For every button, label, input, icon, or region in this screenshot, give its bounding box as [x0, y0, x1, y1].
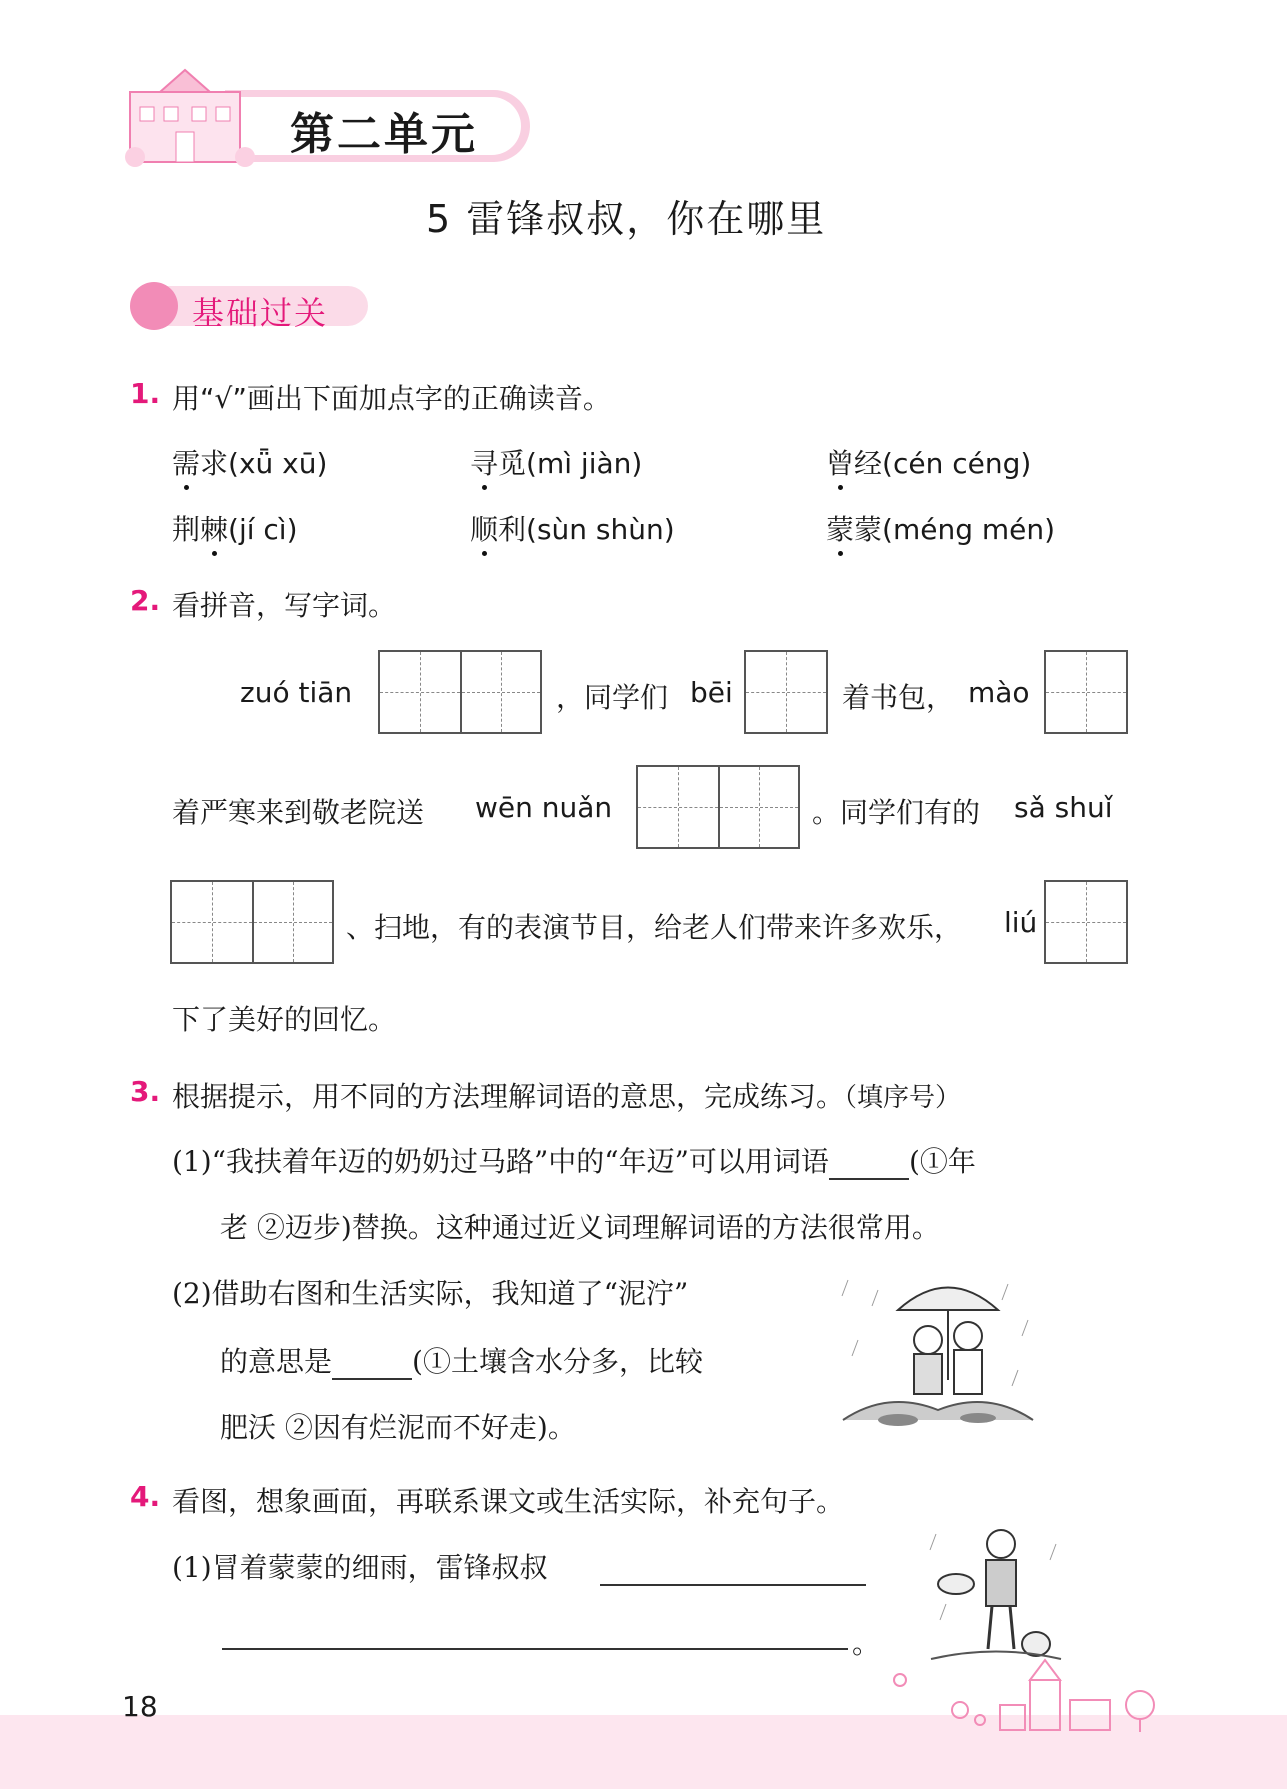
answer-grid-bei[interactable] — [744, 650, 828, 734]
section-badge-icon — [130, 282, 178, 330]
text-tongxuemen: ，同学们 — [556, 681, 669, 714]
school-building-icon — [120, 62, 260, 174]
q2-prompt: 看拼音，写字词。 — [172, 589, 397, 622]
item-char: 利 — [498, 513, 527, 546]
q3-s1-options: (①年 — [908, 1145, 976, 1178]
q3-s2-line3: 肥沃 ②因有烂泥而不好走)。 — [220, 1411, 576, 1444]
q3-s1-line1 — [172, 1140, 976, 1180]
item-char: 觅 — [498, 447, 527, 480]
q1-item-2 — [470, 442, 642, 482]
q1-number: 1. — [130, 377, 161, 410]
q4-answer-line-2[interactable] — [222, 1648, 848, 1650]
q3-number: 3. — [130, 1075, 161, 1108]
lesson-title: 5 雷锋叔叔，你在哪里 — [426, 197, 827, 241]
pinyin-options: (xǖ xū) — [228, 447, 328, 480]
answer-grid-wennuan[interactable] — [636, 765, 800, 849]
q1-item-3 — [826, 442, 1031, 482]
q4-prompt: 看图，想象画面，再联系课文或生活实际，补充句子。 — [172, 1485, 845, 1518]
item-char: 经 — [854, 447, 883, 480]
text-line3: 、扫地，有的表演节目，给老人们带来许多欢乐， — [346, 911, 963, 944]
text-line4: 下了美好的回忆。 — [172, 1003, 397, 1036]
pinyin-options: (mì jiàn) — [526, 447, 643, 480]
dotted-char: 曾 — [826, 442, 854, 482]
pinyin-sashui: sǎ shuǐ — [1014, 791, 1113, 824]
lei-feng-illustration — [926, 1514, 1066, 1664]
q3-prompt-note: （填序号） — [844, 1083, 962, 1113]
dotted-char: 寻 — [470, 442, 498, 482]
q3-s2-line2 — [220, 1340, 703, 1380]
answer-grid-mao[interactable] — [1044, 650, 1128, 734]
answer-grid-sashui[interactable] — [170, 880, 334, 964]
q3-prompt — [172, 1075, 961, 1115]
pinyin-options: (cén céng) — [882, 447, 1032, 480]
answer-grid-liu[interactable] — [1044, 880, 1128, 964]
q2-number: 2. — [130, 584, 161, 617]
pinyin-wennuan: wēn nuǎn — [475, 791, 613, 824]
q3-s1-text: (1)“我扶着年迈的奶奶过马路”中的“年迈”可以用词语 — [172, 1145, 829, 1178]
q3-s1-answer-blank[interactable] — [829, 1148, 909, 1180]
pinyin-mao: mào — [968, 676, 1030, 709]
text-line2b: 。同学们有的 — [812, 796, 981, 829]
dotted-char: 棘 — [200, 508, 228, 548]
item-char: 蒙 — [854, 513, 883, 546]
q3-s1-line2: 老 ②迈步)替换。这种通过近义词理解词语的方法很常用。 — [220, 1211, 940, 1244]
page-number: 18 — [122, 1690, 158, 1723]
q1-item-6 — [826, 508, 1055, 548]
dotted-char: 需 — [172, 442, 200, 482]
unit-title: 第二单元 — [290, 109, 478, 160]
pinyin-zuotian: zuó tiān — [240, 676, 353, 709]
q4-answer-line-1[interactable] — [600, 1584, 866, 1586]
q3-prompt-text: 根据提示，用不同的方法理解词语的意思，完成练习。 — [172, 1080, 845, 1113]
pinyin-liu: liú — [1004, 906, 1038, 939]
q1-prompt: 用“√”画出下面加点字的正确读音。 — [172, 382, 611, 415]
text-line2a: 着严寒来到敬老院送 — [172, 796, 425, 829]
item-char: 荆 — [172, 513, 201, 546]
pinyin-options: (méng mén) — [882, 513, 1056, 546]
text-zheshubao: 着书包， — [842, 681, 955, 714]
q4-number: 4. — [130, 1480, 161, 1513]
pinyin-bei: bēi — [690, 676, 733, 709]
q1-item-4 — [172, 508, 298, 548]
q1-item-5 — [470, 508, 675, 548]
section-title: 基础过关 — [192, 294, 329, 332]
q3-s2-options: (①土壤含水分多，比较 — [412, 1345, 703, 1378]
q1-item-1 — [172, 442, 327, 482]
dotted-char: 顺 — [470, 508, 498, 548]
pinyin-options: (jí cì) — [228, 513, 298, 546]
q3-s2-text: 的意思是 — [220, 1345, 333, 1378]
dotted-char: 蒙 — [826, 508, 854, 548]
children-umbrella-rain-illustration — [838, 1270, 1038, 1440]
answer-grid-zuotian[interactable] — [378, 650, 542, 734]
q4-s1-end: 。 — [852, 1627, 881, 1660]
item-char: 求 — [200, 447, 229, 480]
pinyin-options: (sùn shùn) — [526, 513, 675, 546]
footer-town-decoration-icon — [880, 1650, 1180, 1740]
q4-s1-text: (1)冒着蒙蒙的细雨，雷锋叔叔 — [172, 1551, 548, 1584]
q3-s2-line1: (2)借助右图和生活实际，我知道了“泥泞” — [172, 1277, 689, 1310]
q3-s2-answer-blank[interactable] — [332, 1348, 412, 1380]
